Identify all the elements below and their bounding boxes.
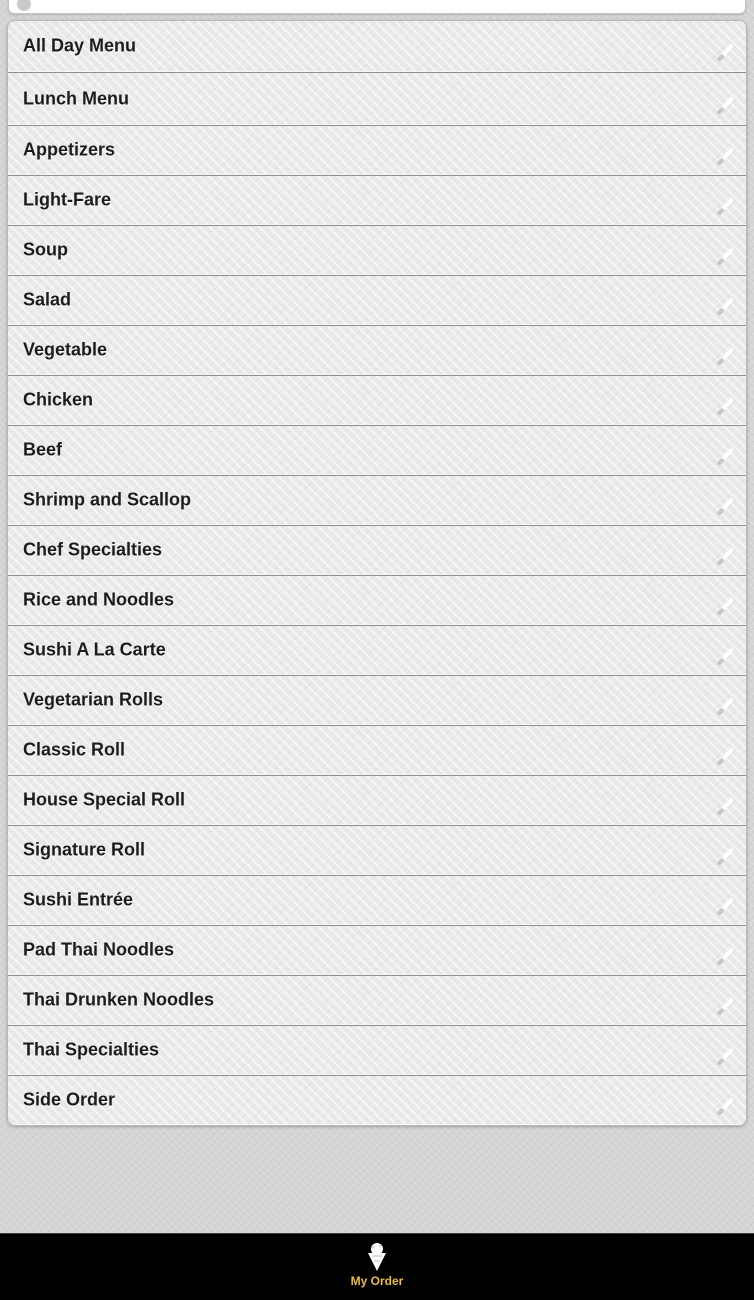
menu-category-list bbox=[7, 20, 747, 1126]
menu-item-label: Vegetable bbox=[23, 339, 108, 360]
menu-item-label: Chef Specialties bbox=[23, 539, 163, 560]
chevron-right-icon bbox=[716, 291, 734, 315]
chevron-right-icon bbox=[716, 741, 734, 765]
menu-item-label: Side Order bbox=[23, 1089, 116, 1110]
menu-item-label: Classic Roll bbox=[23, 739, 126, 760]
menu-item-thai-drunken-noodles[interactable] bbox=[8, 975, 746, 1025]
menu-item-label: Beef bbox=[23, 439, 63, 460]
search-bar[interactable] bbox=[8, 0, 746, 14]
menu-item-shrimp-and-scallop[interactable] bbox=[8, 475, 746, 525]
chevron-right-icon bbox=[716, 541, 734, 565]
menu-item-appetizers[interactable] bbox=[8, 125, 746, 175]
chevron-right-icon bbox=[716, 991, 734, 1015]
menu-item-label: Rice and Noodles bbox=[23, 589, 175, 610]
menu-item-label: Sushi A La Carte bbox=[23, 639, 166, 660]
menu-item-classic-roll[interactable] bbox=[8, 725, 746, 775]
menu-item-label: Thai Specialties bbox=[23, 1039, 160, 1060]
chevron-right-icon bbox=[716, 37, 734, 61]
menu-item-label: House Special Roll bbox=[23, 789, 186, 810]
chevron-right-icon bbox=[716, 90, 734, 114]
menu-item-light-fare[interactable] bbox=[8, 175, 746, 225]
menu-item-label: Salad bbox=[23, 289, 72, 310]
menu-item-label: All Day Menu bbox=[23, 35, 137, 56]
menu-item-house-special-roll[interactable] bbox=[8, 775, 746, 825]
menu-item-vegetable[interactable] bbox=[8, 325, 746, 375]
menu-item-label: Appetizers bbox=[23, 139, 116, 160]
menu-item-side-order[interactable] bbox=[8, 1075, 746, 1125]
my-order-label: My Order bbox=[350, 1274, 404, 1288]
menu-item-label: Vegetarian Rolls bbox=[23, 689, 164, 710]
menu-item-label: Chicken bbox=[23, 389, 94, 410]
menu-item-label: Pad Thai Noodles bbox=[23, 939, 175, 960]
ice-cream-cone-icon bbox=[366, 1242, 388, 1272]
chevron-right-icon bbox=[716, 441, 734, 465]
chevron-right-icon bbox=[716, 591, 734, 615]
menu-item-rice-and-noodles[interactable] bbox=[8, 575, 746, 625]
chevron-right-icon bbox=[716, 1091, 734, 1115]
menu-item-soup[interactable] bbox=[8, 225, 746, 275]
chevron-right-icon bbox=[716, 241, 734, 265]
menu-item-label: Soup bbox=[23, 239, 68, 260]
chevron-right-icon bbox=[716, 141, 734, 165]
menu-item-salad[interactable] bbox=[8, 275, 746, 325]
menu-item-chicken[interactable] bbox=[8, 375, 746, 425]
menu-item-label: Light-Fare bbox=[23, 189, 111, 210]
search-icon bbox=[17, 0, 31, 11]
chevron-right-icon bbox=[716, 791, 734, 815]
bottom-tab-bar bbox=[0, 1233, 754, 1300]
chevron-right-icon bbox=[716, 491, 734, 515]
menu-item-thai-specialties[interactable] bbox=[8, 1025, 746, 1075]
menu-item-label: Sushi Entrée bbox=[23, 889, 134, 910]
menu-item-sushi-entree[interactable] bbox=[8, 875, 746, 925]
chevron-right-icon bbox=[716, 891, 734, 915]
chevron-right-icon bbox=[716, 841, 734, 865]
menu-item-label: Lunch Menu bbox=[23, 88, 129, 108]
menu-item-beef[interactable] bbox=[8, 425, 746, 475]
menu-item-label: Signature Roll bbox=[23, 839, 146, 860]
menu-item-all-day-menu[interactable] bbox=[8, 21, 746, 72]
menu-item-sushi-a-la-carte[interactable] bbox=[8, 625, 746, 675]
chevron-right-icon bbox=[716, 641, 734, 665]
menu-item-label: Shrimp and Scallop bbox=[23, 489, 192, 510]
menu-item-chef-specialties[interactable] bbox=[8, 525, 746, 575]
menu-item-pad-thai-noodles[interactable] bbox=[8, 925, 746, 975]
menu-item-label: Thai Drunken Noodles bbox=[23, 989, 215, 1010]
my-order-button[interactable] bbox=[327, 1239, 427, 1295]
chevron-right-icon bbox=[716, 341, 734, 365]
menu-item-vegetarian-rolls[interactable] bbox=[8, 675, 746, 725]
chevron-right-icon bbox=[716, 391, 734, 415]
menu-item-lunch-menu[interactable] bbox=[8, 72, 746, 125]
chevron-right-icon bbox=[716, 1041, 734, 1065]
chevron-right-icon bbox=[716, 691, 734, 715]
chevron-right-icon bbox=[716, 191, 734, 215]
chevron-right-icon bbox=[716, 941, 734, 965]
menu-item-signature-roll[interactable] bbox=[8, 825, 746, 875]
